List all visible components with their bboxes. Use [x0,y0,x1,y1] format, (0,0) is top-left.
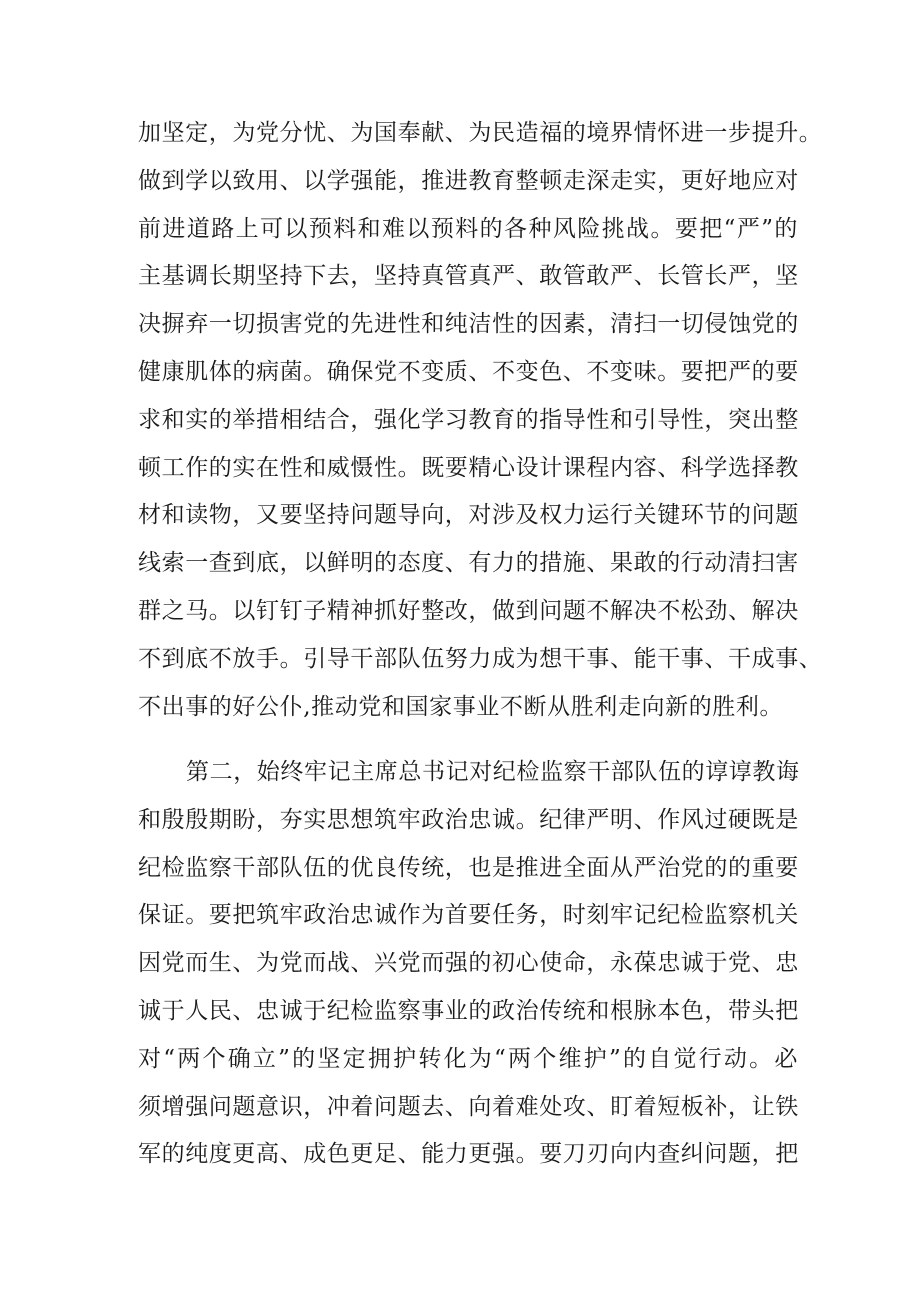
paragraph-line: 求和实的举措相结合，强化学习教育的指导性和引导性，突出整 [138,406,799,433]
paragraph-line: 对“两个确立”的坚定拥护转化为“两个维护”的自觉行动。必 [138,1045,798,1072]
paragraph-line: 前进道路上可以预料和难以预料的各种风险挑战。要把“严”的 [138,215,798,242]
paragraph-line: 纪检监察干部队伍的优良传统，也是推进全面从严治党的的重要 [138,854,799,881]
paragraph-line: 顿工作的实在性和威慑性。既要精心设计课程内容、科学选择教 [138,454,799,481]
paragraph-line: 加坚定，为党分忧、为国奉献、为民造福的境界情怀进一步提升。 [138,120,823,146]
paragraph-line: 做到学以致用、以学强能，推进教育整顿走深走实，更好地应对 [138,167,799,194]
paragraph-line: 因党而生、为党而战、兴党而强的初心使命，永葆忠诚于党、忠 [138,950,799,977]
paragraph-line: 不到底不放手。引导干部队伍努力成为想干事、能干事、干成事、 [138,645,823,672]
paragraph-line: 材和读物，又要坚持问题导向，对涉及权力运行关键环节的问题 [138,502,799,529]
paragraph-line: 不出事的好公仆,推动党和国家事业不断从胜利走向新的胜利。 [138,693,784,720]
paragraph-line: 群之马。以钉钉子精神抓好整改，做到问题不解决不松劲、解决 [138,597,799,624]
paragraph-line: 诚于人民、忠诚于纪检监察事业的政治传统和根脉本色，带头把 [138,997,799,1024]
paragraph-line: 保证。要把筑牢政治忠诚作为首要任务，时刻牢记纪检监察机关 [138,902,799,929]
paragraph-line: 主基调长期坚持下去，坚持真管真严、敢管敢严、长管长严，坚 [138,263,799,290]
paragraph-line: 和殷殷期盼，夯实思想筑牢政治忠诚。纪律严明、作风过硬既是 [138,806,799,833]
paragraph-line: 军的纯度更高、成色更足、能力更强。要刀刃向内查纠问题，把 [138,1141,799,1168]
paragraph-line: 健康肌体的病菌。确保党不变质、不变色、不变味。要把严的要 [138,358,799,385]
paragraph-line: 线索一查到底，以鲜明的态度、有力的措施、果敢的行动清扫害 [138,550,799,577]
paragraph-line: 第二，始终牢记主席总书记对纪检监察干部队伍的谆谆教诲 [186,759,800,785]
paragraph-1 [138,110,823,731]
paragraph-2 [138,749,798,1179]
paragraph-line: 须增强问题意识，冲着问题去、向着难处攻、盯着短板补，让铁 [138,1093,799,1120]
paragraph-line: 决摒弃一切损害党的先进性和纯洁性的因素，清扫一切侵蚀党的 [138,311,799,338]
